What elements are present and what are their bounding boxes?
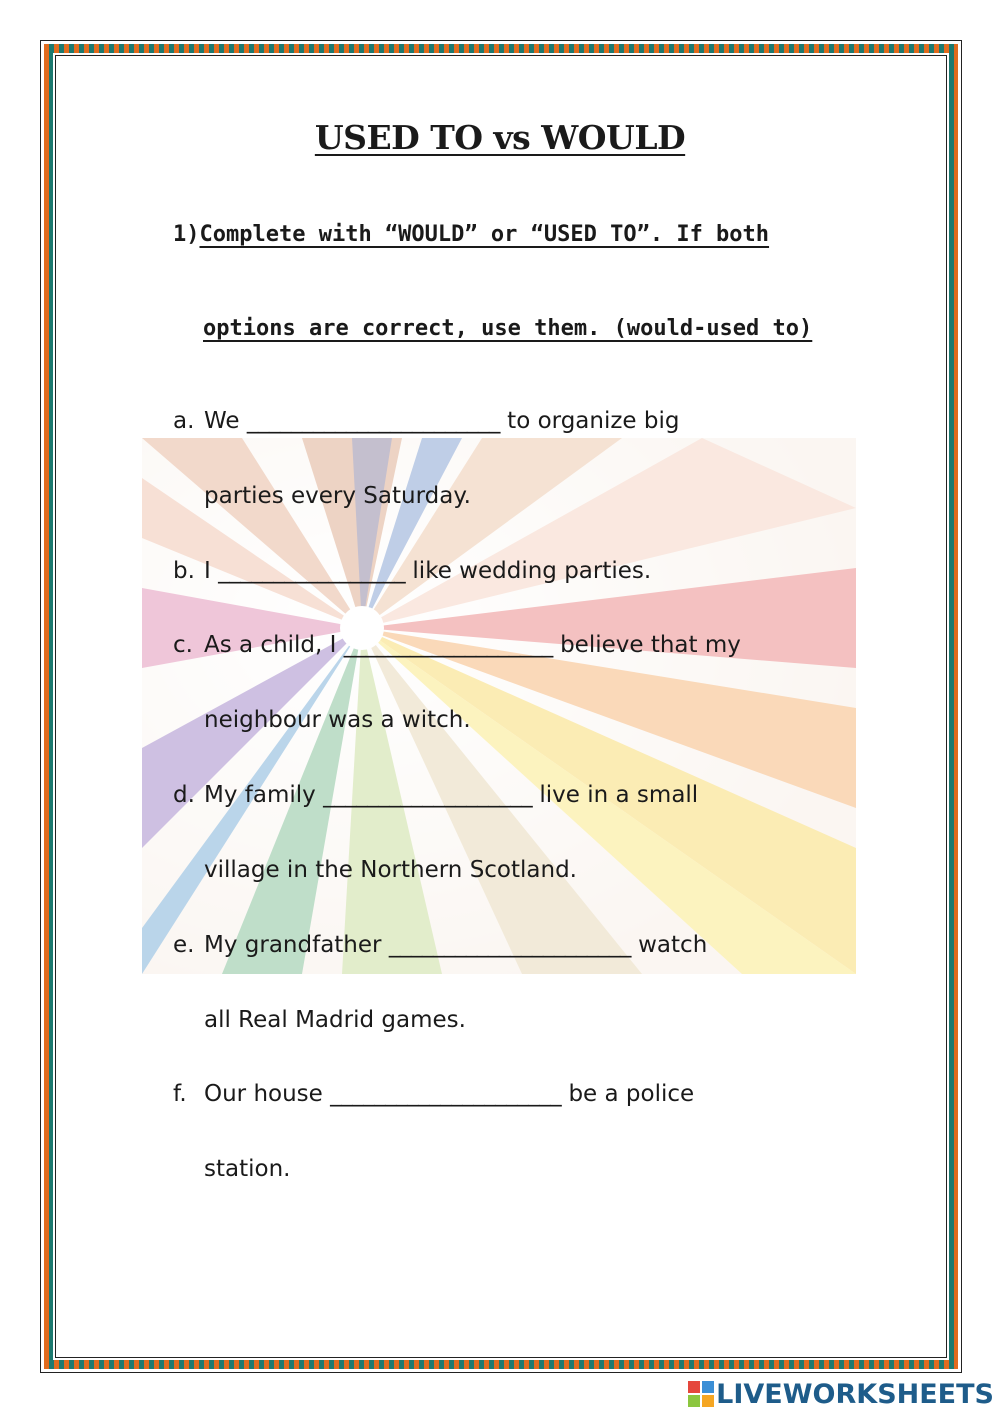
item-text-before: As a child, I <box>204 632 337 658</box>
liveworksheets-brand-text: LIVEWORKSHEETS <box>716 1378 994 1410</box>
instruction-text-1: Complete with “WOULD” or “USED TO”. If both <box>199 222 770 247</box>
item-text-before: My grandfather <box>204 932 382 958</box>
item-text-before: We <box>204 408 240 434</box>
liveworksheets-logo-icon <box>688 1381 714 1407</box>
exercise-item-a <box>173 408 679 434</box>
answer-blank[interactable]: ___________________ <box>343 632 553 658</box>
exercise-item-c <box>173 632 741 658</box>
item-text-after: live in a small <box>539 782 699 808</box>
item-text-after: watch <box>638 932 708 958</box>
item-text-after: like wedding parties. <box>412 558 652 584</box>
item-text-before: I <box>204 558 211 584</box>
exercise-item-e-continuation: all Real Madrid games. <box>204 1007 466 1033</box>
item-text-after: to organize big <box>507 408 680 434</box>
exercise-item-e <box>173 932 707 958</box>
answer-blank[interactable]: _____________________ <box>330 1081 562 1107</box>
item-marker: c. <box>173 632 193 658</box>
item-text-after: be a police <box>568 1081 695 1107</box>
exercise-item-d-continuation: village in the Northern Scotland. <box>204 857 577 883</box>
item-text-before: My family <box>204 782 316 808</box>
item-text-after: believe that my <box>560 632 741 658</box>
exercise-item-f <box>173 1081 694 1107</box>
liveworksheets-logo <box>688 1378 994 1410</box>
item-marker: e. <box>173 932 195 958</box>
exercise-item-a-continuation: parties every Saturday. <box>204 483 471 509</box>
item-marker: f. <box>173 1081 187 1107</box>
item-marker: b. <box>173 558 195 584</box>
exercise-item-f-continuation: station. <box>204 1156 291 1182</box>
answer-blank[interactable]: _______________________ <box>246 408 500 434</box>
item-marker: d. <box>173 782 195 808</box>
exercise-item-d <box>173 782 698 808</box>
item-marker: a. <box>173 408 195 434</box>
worksheet-title: USED TO vs WOULD <box>314 118 686 157</box>
instruction-number: 1) <box>173 222 200 247</box>
instruction-line-2 <box>203 316 812 341</box>
instruction-line-1 <box>173 222 769 247</box>
colored-pencils-background-image <box>142 438 856 974</box>
exercise-item-c-continuation: neighbour was a witch. <box>204 707 471 733</box>
answer-blank[interactable]: ___________________ <box>323 782 533 808</box>
answer-blank[interactable]: ______________________ <box>388 932 631 958</box>
answer-blank[interactable]: _________________ <box>218 558 406 584</box>
instruction-text-2: options are correct, use them. (would-used to) <box>203 316 813 341</box>
item-text-before: Our house <box>204 1081 323 1107</box>
exercise-item-b <box>173 558 651 584</box>
